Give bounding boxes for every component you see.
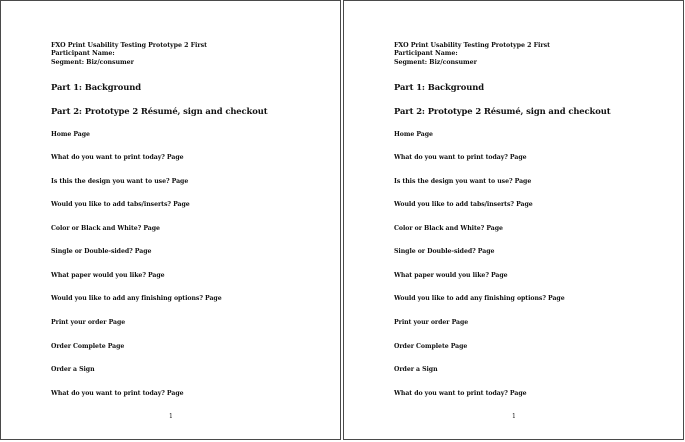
list-item: Order a Sign — [394, 366, 438, 373]
page-number: 1 — [169, 413, 173, 420]
list-item: Order Complete Page — [394, 343, 468, 350]
list-item: What do you want to print today? Page — [394, 154, 527, 161]
list-item: What do you want to print today? Page — [51, 390, 184, 397]
document-title: FXO Print Usability Testing Prototype 2 First — [394, 42, 550, 49]
list-item: Is this the design you want to use? Page — [394, 178, 532, 185]
list-item: Single or Double-sided? Page — [394, 248, 495, 255]
page-number: 1 — [512, 413, 516, 420]
document-page-left[interactable] — [0, 0, 341, 440]
list-item: Order a Sign — [51, 366, 95, 373]
list-item: Print your order Page — [394, 319, 469, 326]
list-item: Would you like to add tabs/inserts? Page — [51, 201, 190, 208]
list-item: Color or Black and White? Page — [51, 225, 160, 232]
document-page-right[interactable] — [343, 0, 684, 440]
section-heading-part-2: Part 2: Prototype 2 Résumé, sign and checkout — [394, 106, 611, 116]
list-item: Order Complete Page — [51, 343, 125, 350]
participant-name-label: Participant Name: — [394, 50, 458, 58]
list-item: Print your order Page — [51, 319, 126, 326]
section-heading-part-1: Part 1: Background — [394, 82, 485, 92]
list-item: What do you want to print today? Page — [51, 154, 184, 161]
list-item: Home Page — [51, 131, 90, 138]
list-item: Single or Double-sided? Page — [51, 248, 152, 255]
section-heading-part-1: Part 1: Background — [51, 82, 142, 92]
list-item: Home Page — [394, 131, 433, 138]
participant-name-label: Participant Name: — [51, 50, 115, 58]
page-header — [394, 42, 550, 67]
list-item: What do you want to print today? Page — [394, 390, 527, 397]
segment-label: Segment: Biz/consumer — [51, 58, 134, 66]
section-heading-part-2: Part 2: Prototype 2 Résumé, sign and checkout — [51, 106, 268, 116]
list-item: Would you like to add any finishing options? Page — [394, 295, 565, 302]
list-item: Would you like to add any finishing options? Page — [51, 295, 222, 302]
list-item: What paper would you like? Page — [51, 272, 165, 279]
segment-label: Segment: Biz/consumer — [394, 58, 477, 66]
page-header — [51, 42, 207, 67]
list-item: Color or Black and White? Page — [394, 225, 503, 232]
list-item: Would you like to add tabs/inserts? Page — [394, 201, 533, 208]
list-item: What paper would you like? Page — [394, 272, 508, 279]
list-item: Is this the design you want to use? Page — [51, 178, 189, 185]
document-title: FXO Print Usability Testing Prototype 2 First — [51, 42, 207, 49]
